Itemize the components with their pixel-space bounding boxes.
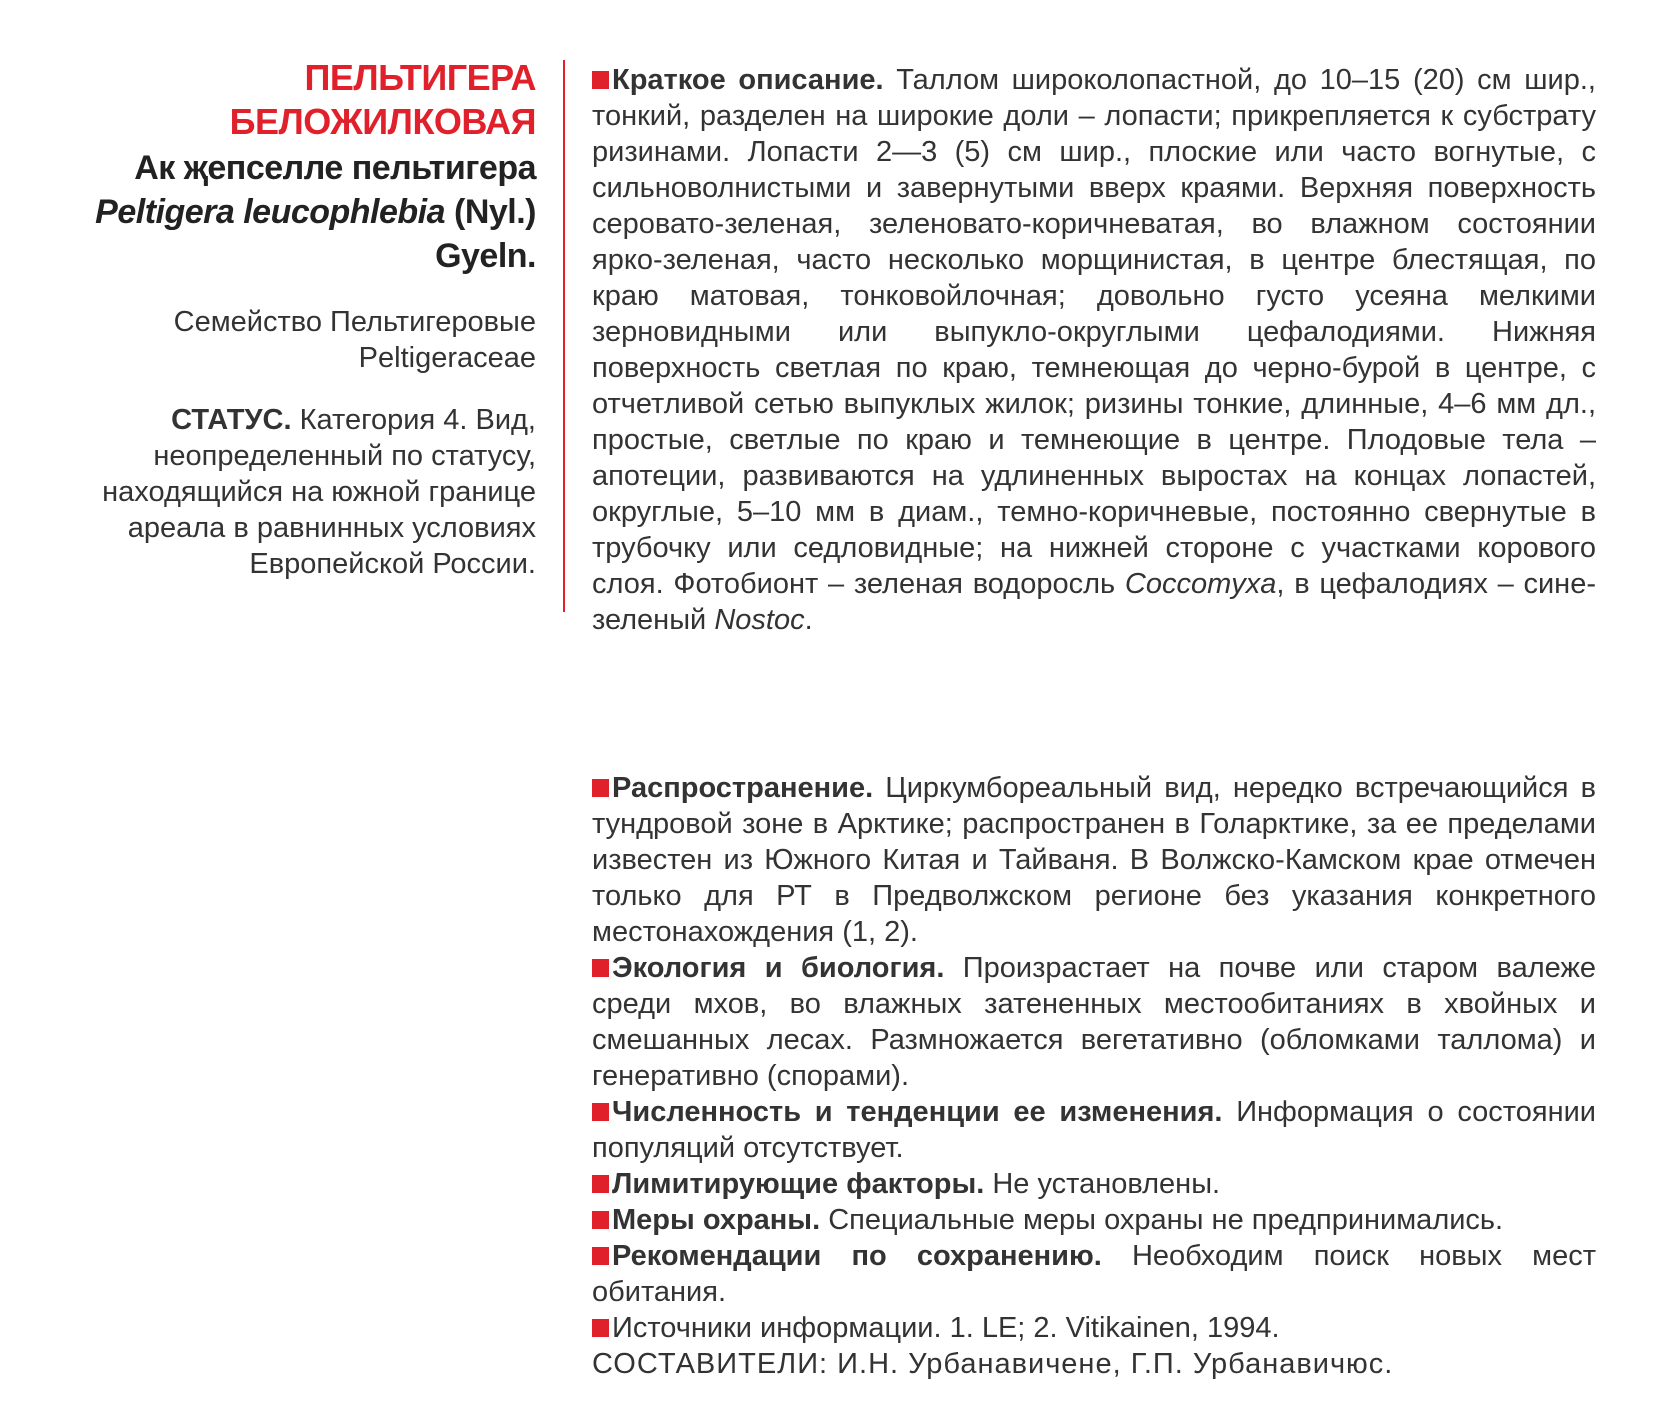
section-marker-icon — [592, 779, 609, 797]
local-name: Ак җепселле пельтигера — [134, 149, 536, 187]
limiting-text: Не установлены. — [984, 1168, 1221, 1200]
sources-paragraph — [592, 1310, 1596, 1346]
vertical-divider — [563, 60, 565, 612]
distribution-paragraph — [592, 770, 1596, 950]
description-text-mid: , в цефалодиях – сине-зеленый — [592, 568, 1596, 636]
latin-name — [40, 190, 536, 278]
authors-paragraph: СОСТАВИТЕЛИ: И.Н. Урбанавичене, Г.П. Урбанавичюс. — [592, 1348, 1394, 1380]
section-marker-icon — [592, 1103, 609, 1121]
status-text: Категория 4. Вид, неопределенный по статусу, находящийся на южной границе ареала в равнинных условиях Европейской России. — [102, 404, 536, 580]
species-title-line2: БЕЛОЖИЛКОВАЯ — [229, 101, 536, 142]
distribution-label: Распространение. — [612, 772, 874, 804]
species-header — [40, 56, 536, 582]
latin-author-1: (Nyl.) — [445, 193, 536, 231]
protection-label: Меры охраны. — [612, 1204, 821, 1236]
abundance-label: Численность и тенденции ее изменения. — [612, 1096, 1223, 1128]
description-text-end: . — [804, 604, 813, 636]
status-label: СТАТУС. — [171, 404, 292, 436]
limiting-label: Лимитирующие факторы. — [612, 1168, 985, 1200]
description-term-nostoc: Nostoc — [714, 604, 805, 636]
latin-binomial: Peltigera leucophlebia — [95, 193, 446, 231]
sources-text: Источники информации. 1. LE; 2. Vitikainen, 1994. — [612, 1312, 1280, 1344]
limiting-paragraph — [592, 1166, 1596, 1202]
details-block — [592, 770, 1596, 1382]
abundance-paragraph — [592, 1094, 1596, 1166]
section-marker-icon — [592, 1319, 609, 1337]
description-paragraph — [592, 62, 1596, 638]
latin-author-2: Gyeln. — [435, 237, 536, 275]
section-marker-icon — [592, 959, 609, 977]
family-lat: Peltigeraceae — [358, 342, 536, 374]
section-marker-icon — [592, 71, 609, 89]
description-label: Краткое описание. — [612, 64, 884, 96]
species-title-line1: ПЕЛЬТИГЕРА — [304, 57, 536, 98]
section-marker-icon — [592, 1247, 609, 1265]
description-block — [592, 62, 1596, 638]
abundance-text: Информация о состоянии популяций отсутствует. — [592, 1096, 1596, 1164]
section-marker-icon — [592, 1211, 609, 1229]
family-ru: Семейство Пельтигеровые — [173, 306, 536, 338]
recommendations-paragraph — [592, 1238, 1596, 1310]
ecology-paragraph — [592, 950, 1596, 1094]
recommendations-text: Необходим поиск новых мест обитания. — [592, 1240, 1596, 1308]
description-text: Таллом широколопастной, до 10–15 (20) см шир., тонкий, разделен на широкие доли – лопасти; прикрепляется к субстрату ризинами. Лопасти 2—3 (5) см шир., плоские или часто вогнутые, с сильноволнистыми и завернутыми вверх краями. Верхняя поверхность серовато-зеленая, зеленовато-коричневатая, во влажном состоянии ярко-зеленая, часто несколько морщинистая, в центре блестящая, по краю матовая, тонковойлочная; довольно густо усеяна мелкими зерновидными или выпукло-округлыми цефалодиями. Нижняя поверхность светлая по краю, темнеющая до черно-бурой в центре, с отчетливой сетью выпуклых жилок; ризины тонкие, длинные, 4–6 мм дл., простые, светлые по краю и темнеющие в центре. Плодовые тела – апотеции, развиваются на удлиненных выростах на концах лопастей, округлые, 5–10 мм в диам., темно-коричневые, постоянно свернутые в трубочку или седловидные; на нижней стороне с участками корового слоя. Фотобионт – зеленая водоросль — [592, 64, 1596, 600]
family-block — [40, 304, 536, 376]
ecology-text: Произрастает на почве или старом валеже среди мхов, во влажных затененных местообитаниях в хвойных и смешанных лесах. Размножается вегетативно (обломками таллома) и генеративно (спорами). — [592, 952, 1596, 1092]
status-block — [40, 402, 536, 582]
ecology-label: Экология и биология. — [612, 952, 945, 984]
distribution-text: Циркумбореальный вид, нередко встречающийся в тундровой зоне в Арктике; распространен в Голарктике, за ее пределами известен из Южного Китая и Тайваня. В Волжско-Камском крае отмечен только для РТ в Предволжском регионе без указания конкретного местонахождения (1, 2). — [592, 772, 1596, 948]
species-title — [40, 56, 536, 144]
protection-text: Специальные меры охраны не предпринимались. — [820, 1204, 1504, 1236]
section-marker-icon — [592, 1175, 609, 1193]
recommendations-label: Рекомендации по сохранению. — [612, 1240, 1102, 1272]
description-term-coccomyxa: Coccomyxa — [1124, 568, 1277, 600]
protection-paragraph — [592, 1202, 1596, 1238]
